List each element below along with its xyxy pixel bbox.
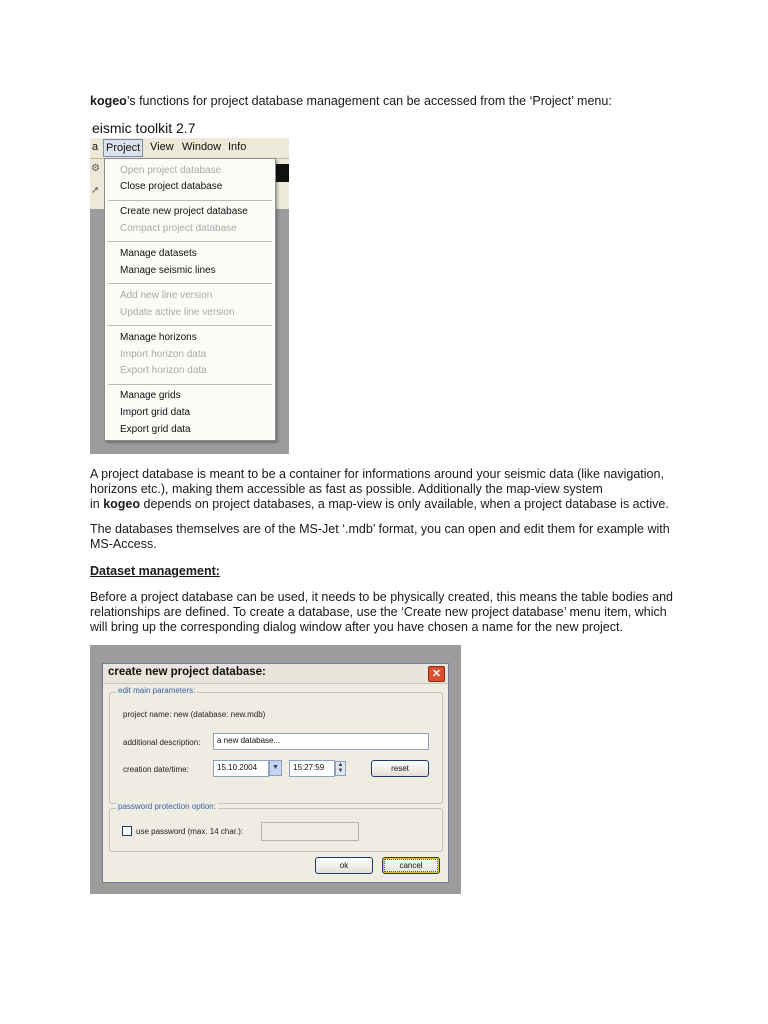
menu-window[interactable]: Window [182,141,222,153]
paragraph-line: horizons etc.), making them accessible as fast as possible. Additionally the map-view system [90,482,603,496]
paragraph-line: in [90,497,104,511]
menu-manage-seismic-lines[interactable]: Manage seismic lines [120,265,216,276]
group-password-protection [109,802,443,852]
date-input[interactable]: 15.10.2004 [213,760,269,777]
menu-create-new-project-database[interactable]: Create new project database [120,206,248,217]
intro-text: ’s functions for project database management can be accessed from the ‘Project’ menu: [126,94,612,108]
group-legend: password protection option: [118,802,216,811]
menu-compact-project-database[interactable]: Compact project database [120,223,237,234]
paragraph-create-database [90,590,690,635]
intro-paragraph [90,94,690,109]
time-spinner-icon[interactable]: ▲ ▼ [335,761,346,776]
project-menu-screenshot [90,119,289,454]
menu-separator [108,283,272,284]
brand-name: kogeo [103,497,141,511]
menu-manage-horizons[interactable]: Manage horizons [120,332,197,343]
menu-import-grid-data[interactable]: Import grid data [120,407,191,418]
project-dropdown-menu [104,158,276,441]
reset-button[interactable]: reset [371,760,429,777]
menu-separator [108,384,272,385]
time-input[interactable]: 15:27:59 [289,760,335,777]
paragraph-project-database [90,467,690,512]
paragraph-line: The databases themselves are of the MS-Jet ‘.mdb’ format, you can open and edit them for example with [90,522,670,536]
menu-info[interactable]: Info [228,141,247,153]
paragraph-line: MS-Access. [90,537,157,551]
creation-date-label: creation date/time: [123,765,189,774]
menu-item-a[interactable]: a [92,141,99,153]
menu-export-horizon-data[interactable]: Export horizon data [120,365,207,376]
brand-name: kogeo [90,94,127,108]
dark-panel [276,164,289,182]
menu-close-project-database[interactable]: Close project database [120,181,223,192]
group-main-parameters [109,686,443,804]
ok-button[interactable]: ok [315,857,373,874]
menu-view[interactable]: View [150,141,174,153]
close-icon[interactable]: ✕ [428,666,445,682]
menu-separator [108,200,272,201]
menu-import-horizon-data[interactable]: Import horizon data [120,349,207,360]
menu-project[interactable]: Project [103,139,143,157]
menu-update-active-line-version[interactable]: Update active line version [120,307,235,318]
menu-manage-datasets[interactable]: Manage datasets [120,248,197,259]
cancel-button[interactable]: cancel [382,857,440,874]
menu-bar [90,138,289,159]
menu-manage-grids[interactable]: Manage grids [120,390,181,401]
dialog-title: create new project database: [108,666,266,678]
window-title-bar [90,119,289,138]
paragraph-line: A project database is meant to be a container for informations around your seismic data (like navigation, [90,467,664,481]
password-input[interactable] [261,822,359,841]
gear-icon[interactable]: ⚙ [91,163,100,174]
menu-separator [108,241,272,242]
group-legend: edit main parameters: [118,686,196,695]
arrow-icon[interactable]: ➚ [91,185,100,196]
description-label: additional description: [123,738,201,747]
use-password-label: use password (max. 14 char.): [136,827,244,836]
menu-add-new-line-version[interactable]: Add new line version [120,290,213,301]
dialog-title-bar [103,664,448,684]
menu-export-grid-data[interactable]: Export grid data [120,424,191,435]
window-title: eismic toolkit 2.7 [92,120,196,136]
use-password-checkbox[interactable] [122,826,132,836]
create-database-dialog [102,663,449,883]
description-input[interactable]: a new database... [213,733,429,750]
paragraph-mdb-format [90,522,690,552]
section-heading: Dataset management: [90,564,220,578]
menu-separator [108,325,272,326]
paragraph-line: relationships are defined. To create a database, use the ‘Create new project database’ menu item, which [90,605,667,619]
menu-open-project-database[interactable]: Open project database [120,165,222,176]
create-database-dialog-screenshot [90,645,461,894]
paragraph-line: depends on project databases, a map-view is only available, when a project database is active. [140,497,669,511]
project-name-label: project name: new (database: new.mdb) [123,710,266,719]
paragraph-line: Before a project database can be used, it needs to be physically created, this means the table bodies and [90,590,674,604]
paragraph-line: will bring up the corresponding dialog window after you have chosen a name for the new project. [90,620,623,634]
chevron-down-icon[interactable]: ▼ [269,760,282,776]
